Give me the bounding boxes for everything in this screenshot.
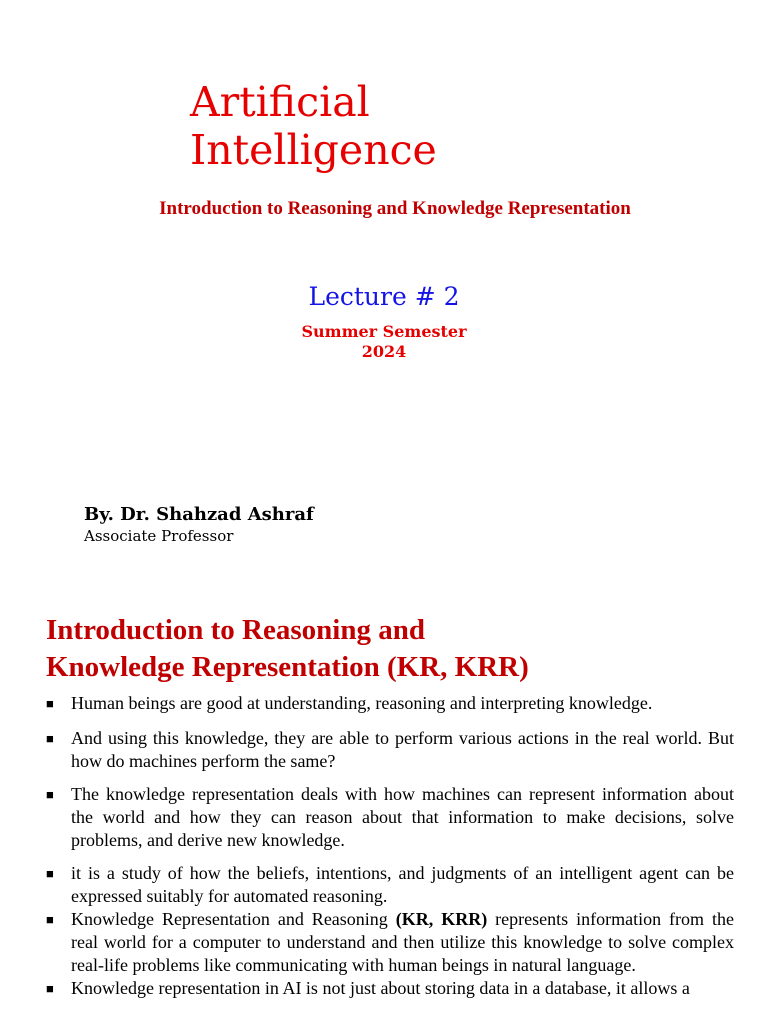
lecture-number: Lecture # 2 (308, 282, 460, 311)
author-name: By. Dr. Shahzad Ashraf (84, 504, 314, 525)
author-title: Associate Professor (84, 527, 234, 545)
bullet-text-after: represents information from the real world for a computer to understand and then utilize this knowledge to solve complex real-life problems like communicating with human beings in natural language. (71, 909, 734, 975)
main-title-line2: Intelligence (190, 126, 437, 174)
content-heading-line2: Knowledge Representation (KR, KRR) (46, 651, 529, 683)
semester-line2: 2024 (361, 342, 407, 361)
bullet-square-icon: ■ (46, 696, 54, 711)
bullet-square-icon: ■ (46, 731, 54, 746)
main-title (190, 78, 437, 174)
bullet-text: And using this knowledge, they are able to perform various actions in the real world. But how do machines perform the same? (71, 728, 734, 771)
bullet-square-icon: ■ (46, 866, 54, 881)
content-heading (46, 612, 529, 686)
bullet-text: it is a study of how the beliefs, intentions, and judgments of an intelligent agent can be expressed suitably for automated reasoning. (71, 863, 734, 906)
bullet-item (46, 908, 734, 977)
bullet-square-icon: ■ (46, 912, 54, 927)
bullet-text: The knowledge representation deals with how machines can represent information about the world and how they can reason about that information to make decisions, solve problems, and derive new knowledge. (71, 784, 734, 850)
bullet-text: Knowledge representation in AI is not just about storing data in a database, it allows a (71, 978, 690, 998)
semester-line1: Summer Semester (301, 322, 467, 341)
bullet-text-before: Knowledge Representation and Reasoning (71, 909, 396, 929)
bullet-square-icon: ■ (46, 981, 54, 996)
content-slide (0, 590, 768, 1024)
semester (0, 322, 768, 362)
bullet-text: Human beings are good at understanding, reasoning and interpreting knowledge. (71, 693, 653, 713)
bullet-item (46, 862, 734, 908)
bullet-item (46, 692, 734, 715)
bullet-item (46, 727, 734, 773)
bullet-text-bold: (KR, KRR) (395, 909, 488, 929)
subtitle: Introduction to Reasoning and Knowledge Representation (159, 198, 631, 219)
bullet-list (46, 692, 734, 1000)
bullet-square-icon: ■ (46, 787, 54, 802)
bullet-item (46, 783, 734, 852)
main-title-line1: Artificial (190, 78, 370, 126)
bullet-item (46, 977, 734, 1000)
content-heading-line1: Introduction to Reasoning and (46, 614, 425, 646)
